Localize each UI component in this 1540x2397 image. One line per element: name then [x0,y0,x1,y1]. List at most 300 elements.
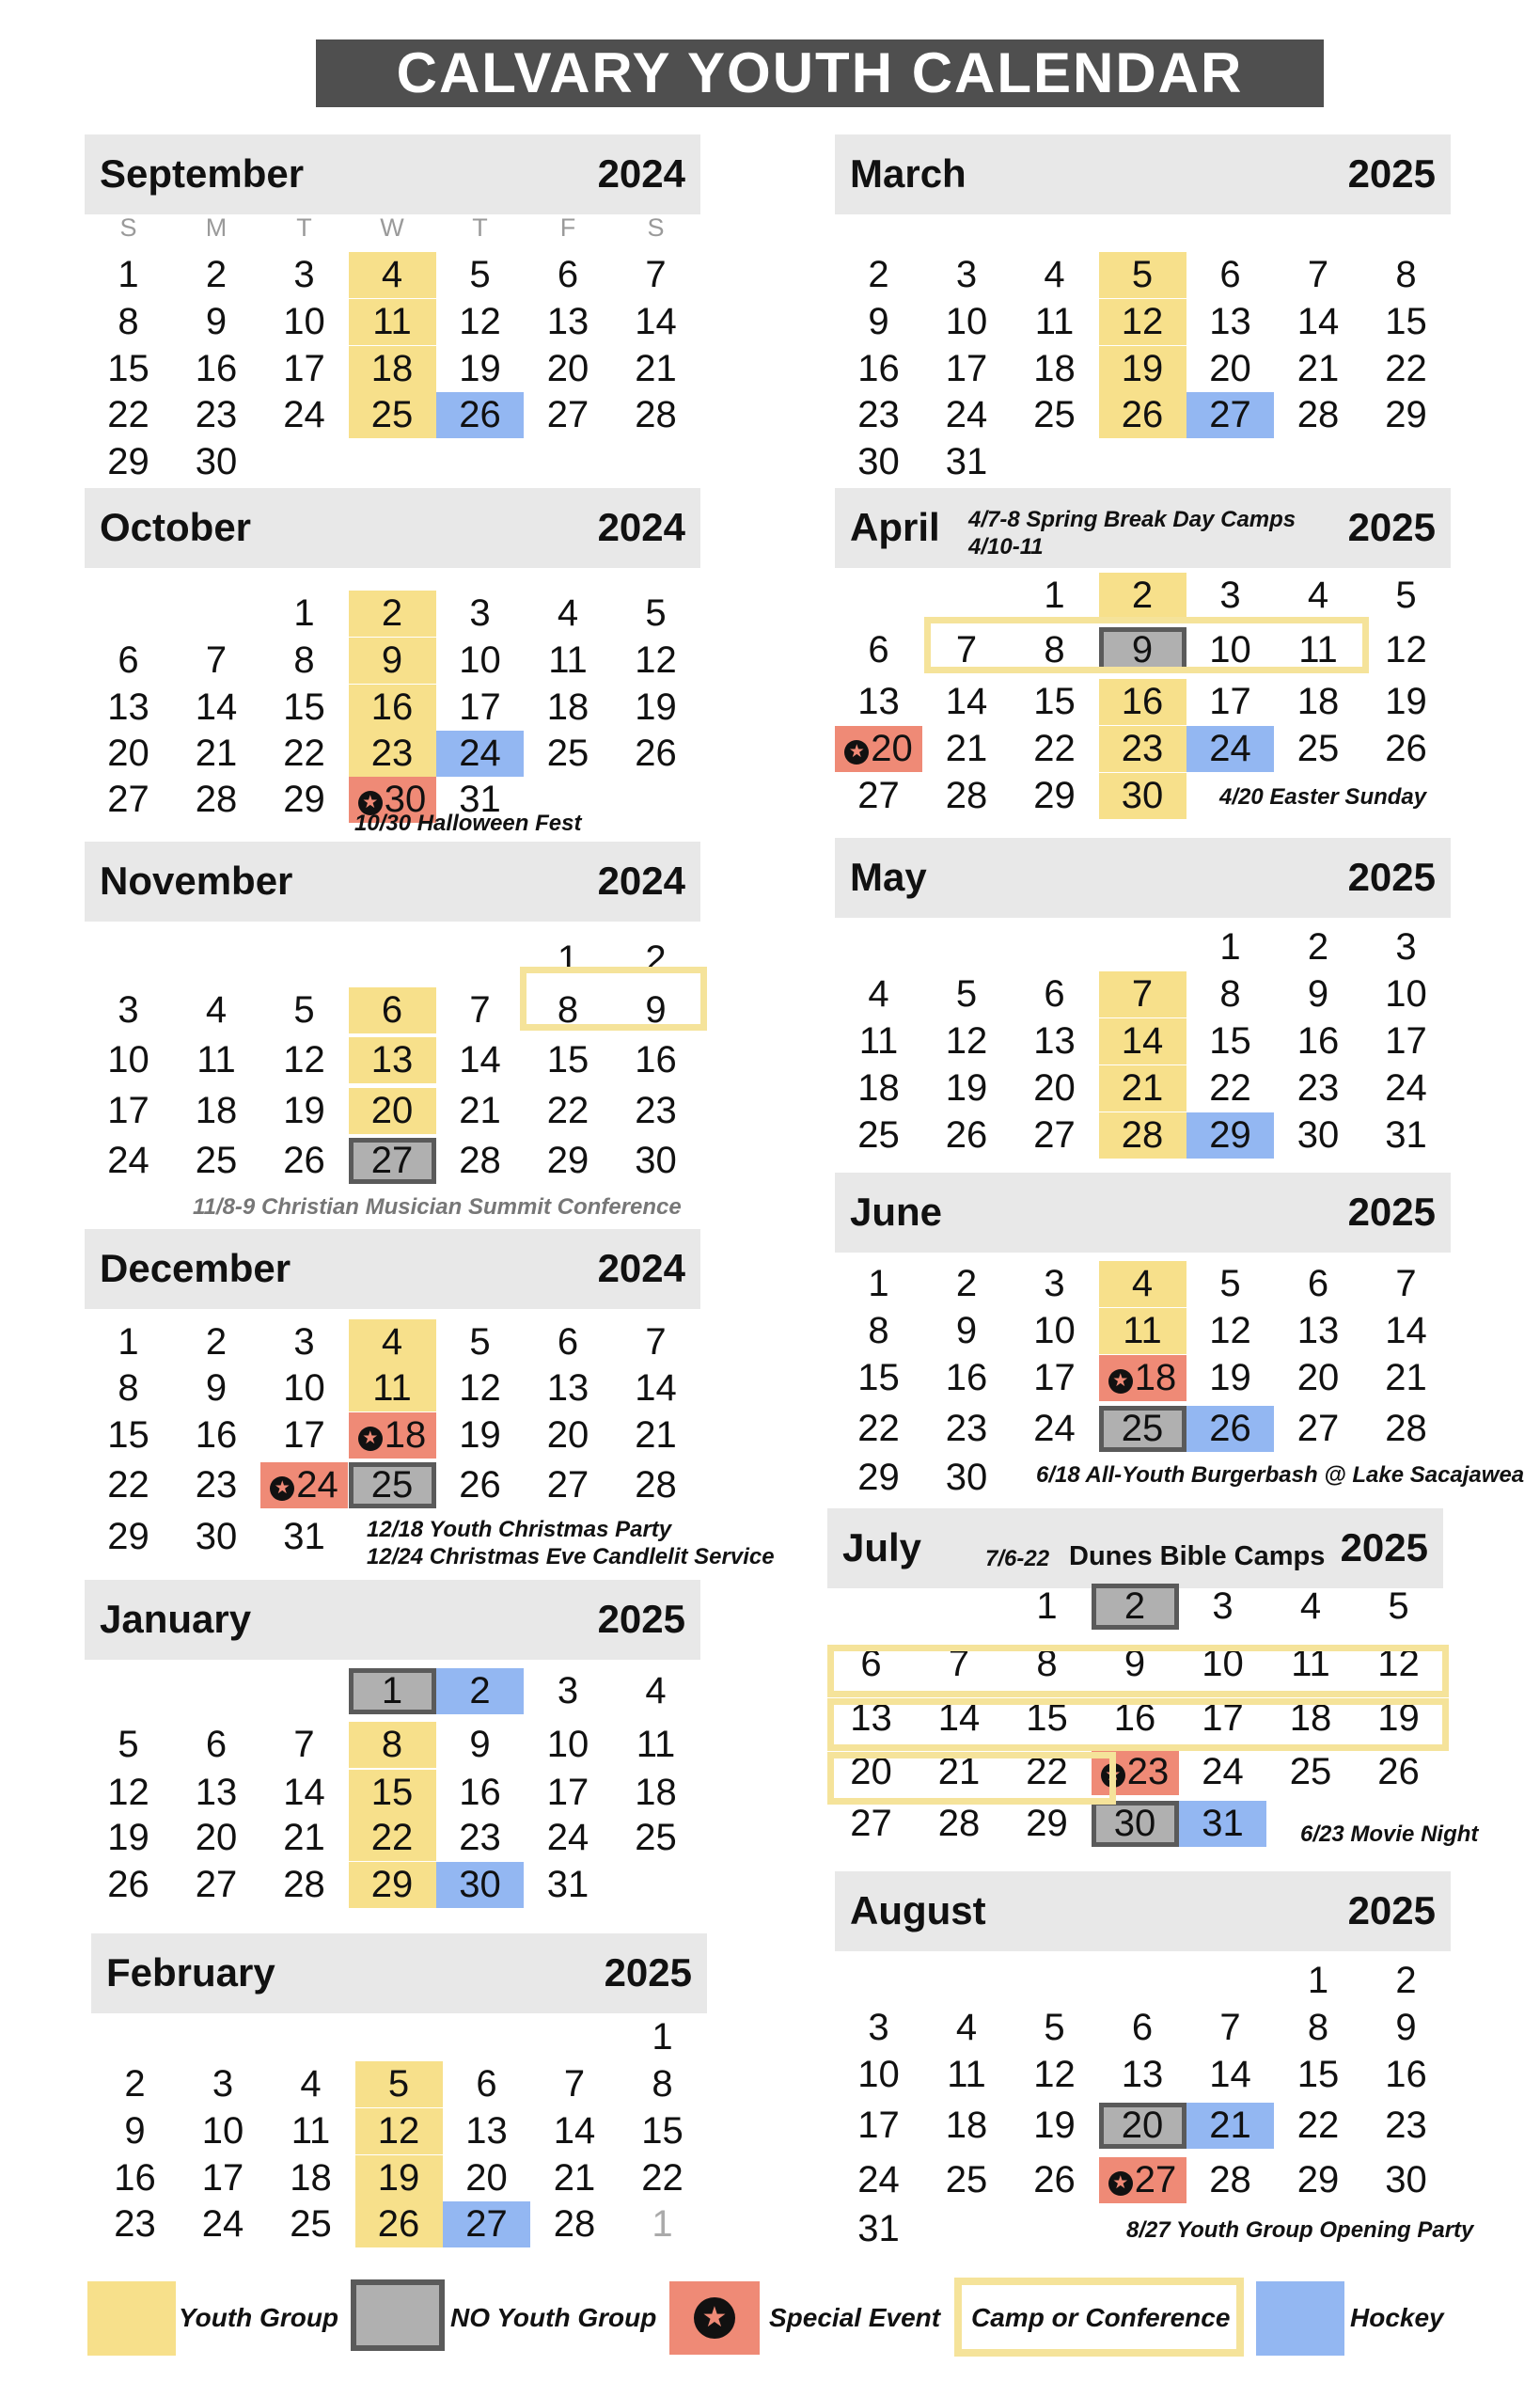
calendar-day: 8 [652,2063,673,2105]
calendar-day: 6 [476,2063,497,2105]
weekday-label: W [380,213,404,242]
calendar-day: 20 [465,2157,508,2199]
calendar-day: 12 [283,1039,325,1080]
calendar-day: 23 [195,394,238,435]
calendar-day: 30 [436,1862,524,1908]
calendar-day: 19 [1377,1697,1420,1739]
calendar-day: 10 [1209,629,1251,670]
calendar-day: 1 [1044,575,1065,616]
calendar-day: 23 [459,1817,501,1858]
star-icon: ★ [1108,2171,1133,2196]
month-year: 2025 [1347,855,1436,899]
calendar-day: 22 [1026,1751,1068,1792]
calendar-day: 11 [1034,301,1075,342]
month-header [835,1173,1451,1253]
note-burgerbash: 6/18 All-Youth Burgerbash @ Lake Sacajawea [1036,1462,1525,1488]
calendar-day: 5 [1099,252,1186,298]
calendar-day: 28 [195,779,238,820]
calendar-day: 7 [955,629,978,670]
calendar-day: 11 [947,2054,986,2095]
calendar-day: 18 [1033,348,1076,389]
calendar-day: 6 [1219,254,1241,295]
calendar-day: 5 [355,2061,443,2107]
calendar-day: 3 [1395,926,1417,968]
calendar-day: 7 [205,639,228,681]
calendar-day: 29 [107,441,149,482]
calendar-day: 7 [293,1724,315,1765]
month-name: February [106,1950,275,1995]
calendar-day: 23 [1296,1067,1340,1109]
calendar-day: 29 [283,779,325,820]
calendar-day: 18 [1289,1697,1332,1739]
calendar-day: 16 [459,1772,501,1813]
calendar-day: 1 [1036,1585,1058,1627]
calendar-day: 10 [459,639,501,681]
calendar-day: 28 [459,1140,501,1181]
calendar-day: 23 [945,1408,988,1449]
calendar-day: 2 [205,254,228,295]
calendar-day: 7 [645,1321,667,1363]
month-header [85,1580,700,1660]
calendar-day: 26 [283,1140,325,1181]
calendar-day: 15 [641,2110,684,2152]
calendar-day: 28 [937,1803,981,1844]
month-header [835,1871,1451,1951]
calendar-day: 19 [635,686,677,728]
note-spring-break: 4/7-8 Spring Break Day Camps [968,507,1296,532]
calendar-day: 29 [1186,1112,1274,1159]
calendar-day: 8 [1044,629,1065,670]
calendar-day: 25 [290,2203,332,2245]
calendar-day: 11 [636,1724,676,1765]
calendar-day: 6 [557,254,579,295]
calendar-day: 24 [201,2203,244,2245]
calendar-day: 19 [1209,1357,1251,1398]
calendar-day: 31 [283,1516,325,1557]
month-september [85,134,700,482]
calendar-day: 9 [955,1310,978,1351]
calendar-day: ★ 18 [1099,1355,1186,1401]
calendar-day: 20 [1209,348,1251,389]
calendar-day: 5 [1219,1263,1241,1304]
calendar-day: 30 [635,1140,677,1181]
calendar-day: 1 [118,254,139,295]
calendar-day: 28 [635,1464,677,1506]
calendar-day: 25 [546,733,589,774]
calendar-day: 17 [1033,1357,1076,1398]
calendar-day: 23 [1385,2105,1427,2146]
calendar-day: 4 [1299,1585,1322,1627]
calendar-day: 30 [945,1457,988,1498]
calendar-day: 13 [857,681,900,722]
calendar-day: 19 [1385,681,1427,722]
calendar-day: 27 [1186,392,1274,438]
calendar-day: 19 [1099,346,1186,392]
weekday-label: M [205,213,228,242]
calendar-day: 15 [107,348,149,389]
calendar-day: 31 [1385,1114,1427,1156]
calendar-day: 9 [124,2110,146,2152]
calendar-day: 24 [1385,1067,1427,1109]
calendar-day: 8 [293,639,315,681]
calendar-day: ★ 24 [260,1462,348,1508]
calendar-day: 5 [955,973,978,1015]
calendar-day: 21 [635,348,677,389]
calendar-day: 26 [1377,1751,1420,1792]
calendar-day: 6 [860,1643,882,1684]
calendar-day: 28 [283,1864,325,1905]
calendar-day: 12 [635,639,677,681]
calendar-day: 21 [553,2157,596,2199]
calendar-day: 19 [945,1067,988,1109]
calendar-day: 13 [349,1037,436,1083]
month-year: 2024 [597,505,685,549]
month-january [85,1580,700,1905]
calendar-day: 26 [107,1864,149,1905]
legend-special-event-swatch [669,2281,760,2355]
calendar-day: 29 [1385,394,1427,435]
calendar-day: 18 [290,2157,332,2199]
calendar-day: 8 [118,1367,139,1409]
calendar-day: 29 [1026,1803,1068,1844]
calendar-day: 16 [195,1414,238,1456]
calendar-day: 17 [1209,681,1251,722]
calendar-day: 9 [1099,627,1186,673]
calendar-day: ★ 23 [1092,1749,1179,1795]
calendar-day: 7 [1099,971,1186,1017]
calendar-day: 11 [1298,629,1338,670]
note-musician-summit: 11/8-9 Christian Musician Summit Conference [193,1194,682,1220]
calendar-day: 16 [857,348,900,389]
calendar-day: 24 [436,731,524,777]
calendar-day: 14 [283,1772,325,1813]
month-header [85,488,700,568]
calendar-day: 7 [563,2063,586,2105]
calendar-day: 20 [1296,1357,1340,1398]
calendar-day: 20 [349,1088,436,1134]
calendar-day: 30 [1099,773,1186,819]
calendar-day: 10 [857,2054,900,2095]
calendar-day: 9 [349,638,436,684]
calendar-day: 20 [546,348,589,389]
calendar-day: 3 [212,2063,234,2105]
calendar-day: 6 [1307,1263,1329,1304]
calendar-day: 25 [635,1817,677,1858]
calendar-day: 26 [1099,392,1186,438]
calendar-day: 21 [195,733,238,774]
calendar-day: 18 [1296,681,1340,722]
calendar-day: 27 [546,1464,589,1506]
calendar-day: 20 [1099,2103,1186,2149]
calendar-day: 4 [300,2063,322,2105]
calendar-day: ★ 27 [1099,2157,1186,2203]
legend-hockey-swatch [1256,2281,1344,2356]
calendar-day: 15 [1296,2054,1340,2095]
calendar-day: 4 [868,973,889,1015]
calendar-day: 11 [858,1020,899,1062]
calendar-day: 13 [546,301,589,342]
calendar-day: 16 [1099,679,1186,725]
month-year: 2025 [1347,1888,1436,1932]
calendar-day: 26 [436,392,524,438]
calendar-day: 19 [459,1414,501,1456]
calendar-day: 27 [850,1803,892,1844]
calendar-day: 2 [1099,573,1186,619]
month-name: December [100,1246,291,1290]
calendar-day: 2 [124,2063,146,2105]
note-easter: 4/20 Easter Sunday [1219,784,1427,810]
calendar-day: 17 [283,1414,325,1456]
month-year: 2024 [597,151,685,196]
calendar-day: 13 [1121,2054,1164,2095]
calendar-day: 17 [201,2157,244,2199]
calendar-day: 27 [195,1864,238,1905]
month-header [835,838,1451,918]
calendar-day: 9 [1307,973,1329,1015]
calendar-day: 13 [546,1367,589,1409]
calendar-day: 10 [546,1724,589,1765]
calendar-day: 9 [868,301,889,342]
calendar-day: 5 [645,592,667,634]
calendar-day: 7 [948,1643,970,1684]
calendar-day: 2 [349,591,436,637]
weekday-label: S [119,213,137,242]
calendar-day: 6 [1131,2007,1154,2048]
month-header [835,134,1451,214]
calendar-day: 15 [546,1039,589,1080]
calendar-day: 24 [1202,1751,1244,1792]
calendar-day: 3 [955,254,978,295]
month-name: June [850,1190,943,1234]
calendar-day: 9 [1124,1643,1146,1684]
calendar-day: 19 [459,348,501,389]
month-header [85,134,700,214]
calendar-day: 10 [107,1039,149,1080]
calendar-day: 21 [283,1817,325,1858]
month-name: May [850,855,927,899]
calendar-day: 28 [635,394,677,435]
calendar-day: 16 [195,348,238,389]
calendar-day: ★ 20 [835,726,922,772]
legend-youth-group-swatch [87,2281,176,2356]
calendar-day: 28 [1099,1112,1186,1159]
calendar-day: 18 [546,686,589,728]
calendar-day: 26 [635,733,677,774]
calendar-day: 20 [850,1751,892,1792]
calendar-day: 10 [945,301,988,342]
note-opening-party: 8/27 Youth Group Opening Party [1126,2217,1474,2243]
note-christmas-eve: 12/24 Christmas Eve Candlelit Service [367,1544,775,1569]
calendar-day: 22 [1209,1067,1251,1109]
calendar-day: 6 [557,1321,579,1363]
calendar-day: 29 [546,1140,589,1181]
calendar-day: 24 [546,1817,589,1858]
calendar-day: 28 [945,775,988,816]
calendar-day: 14 [459,1039,501,1080]
calendar-day: 8 [118,301,139,342]
calendar-day: 7 [469,989,491,1031]
calendar-day: 4 [205,989,228,1031]
calendar-day: 23 [635,1090,677,1131]
calendar-day: 15 [1209,1020,1251,1062]
calendar-day: 3 [1044,1263,1065,1304]
calendar-day: 21 [1385,1357,1427,1398]
calendar-day: 22 [1385,348,1427,389]
calendar-day: 12 [1099,299,1186,345]
calendar-day: 16 [635,1039,677,1080]
calendar-day: 12 [1209,1310,1251,1351]
calendar-day: 8 [349,1722,436,1768]
calendar-day: 16 [1113,1697,1156,1739]
calendar-day: 4 [349,252,436,298]
calendar-day: 4 [1099,1261,1186,1307]
calendar-day: 5 [1395,575,1417,616]
star-icon: ★ [358,1427,383,1451]
note-spring-break-2: 4/10-11 [968,534,1044,560]
calendar-day: 31 [459,779,501,820]
calendar-day: 4 [349,1319,436,1365]
calendar-day: 28 [553,2203,596,2245]
calendar-day: 22 [641,2157,684,2199]
calendar-day: 25 [195,1140,238,1181]
calendar-day: 15 [107,1414,149,1456]
calendar-day: 23 [114,2203,156,2245]
calendar-day: 14 [1296,301,1340,342]
calendar-day: 27 [857,775,900,816]
calendar-day: 14 [635,1367,677,1409]
month-name: July [842,1525,922,1569]
calendar-day: 3 [557,1670,579,1711]
month-year: 2025 [604,1950,692,1995]
calendar-day: 3 [868,2007,889,2048]
calendar-day: 6 [118,639,139,681]
weekday-label: F [559,213,576,242]
calendar-day: 29 [1296,2159,1340,2200]
calendar-day: 24 [1033,1408,1076,1449]
month-year: 2025 [1347,151,1436,196]
weekday-label: T [472,213,488,242]
calendar-day: 21 [459,1090,501,1131]
calendar-day: 3 [1219,575,1241,616]
calendar-day: 8 [1395,254,1417,295]
calendar-day: 21 [635,1414,677,1456]
calendar-day: 15 [1385,301,1427,342]
calendar-day: 25 [1296,728,1340,769]
calendar-day: 26 [459,1464,501,1506]
calendar-day: 10 [1385,973,1427,1015]
calendar-day: 2 [1307,926,1329,968]
calendar-day: 4 [557,592,579,634]
calendar-day: 22 [107,1464,149,1506]
calendar-day: 12 [1377,1643,1420,1684]
calendar-day: 5 [469,1321,491,1363]
calendar-day: 1 [349,1668,436,1714]
calendar-day: 13 [1033,1020,1076,1062]
calendar-day: 8 [557,989,579,1031]
calendar-day: 13 [850,1697,892,1739]
month-november [85,842,700,1181]
calendar-day: 24 [283,394,325,435]
calendar-day: 22 [857,1408,900,1449]
legend-hockey: Hockey [1350,2303,1444,2332]
calendar-day: 16 [1296,1020,1340,1062]
calendar-day: 27 [107,779,149,820]
star-icon: ★ [844,740,869,765]
calendar-day: 11 [349,1365,436,1411]
calendar-day: 11 [1291,1643,1330,1684]
calendar-day: 28 [1296,394,1340,435]
calendar-day: 29 [857,1457,900,1498]
calendar-day: 1 [557,938,579,980]
calendar-day: 10 [1033,1310,1076,1351]
month-year: 2025 [1347,1190,1436,1234]
calendar-day: 16 [349,685,436,731]
month-year: 2025 [597,1597,685,1641]
calendar-day: 11 [1099,1308,1186,1354]
note-halloween: 10/30 Halloween Fest [354,811,582,836]
calendar-day: 25 [1099,1406,1186,1452]
calendar-day: 10 [283,1367,325,1409]
calendar-day: 27 [349,1138,436,1184]
calendar-day: 21 [945,728,988,769]
month-header [85,842,700,922]
calendar-day: 22 [1296,2105,1340,2146]
calendar-day: 16 [945,1357,988,1398]
calendar-day: 31 [1179,1801,1266,1847]
calendar-day: 25 [349,392,436,438]
calendar-day: 11 [196,1039,236,1080]
calendar-day: 17 [1385,1020,1427,1062]
calendar-day: ★ 18 [349,1412,436,1459]
calendar-day: 5 [1044,2007,1065,2048]
calendar-day: 6 [349,987,436,1033]
month-header [91,1933,707,2013]
calendar-day: 20 [107,733,149,774]
calendar-day: 7 [1219,2007,1241,2048]
calendar-day: 31 [857,2208,900,2249]
calendar-day: 25 [945,2159,988,2200]
calendar-day: 26 [1033,2159,1076,2200]
calendar-day: 20 [1033,1067,1076,1109]
calendar-day: 13 [195,1772,238,1813]
calendar-day: 27 [1033,1114,1076,1156]
calendar-day: 15 [283,686,325,728]
calendar-day: 29 [1033,775,1076,816]
calendar-day: 15 [349,1770,436,1816]
calendar-day: 13 [1209,301,1251,342]
calendar-day: 28 [1385,1408,1427,1449]
calendar-day: 24 [945,394,988,435]
calendar-day: 29 [349,1862,436,1908]
calendar-day: 24 [857,2159,900,2200]
calendar-day: 23 [195,1464,238,1506]
calendar-day: 23 [349,731,436,777]
calendar-day: 22 [107,394,149,435]
calendar-day: 5 [118,1724,139,1765]
calendar-day: 11 [548,639,588,681]
calendar-day: 3 [1212,1585,1234,1627]
month-name: April [850,505,940,549]
calendar-day: 25 [857,1114,900,1156]
calendar-day: 14 [635,301,677,342]
month-name: March [850,151,966,196]
weekday-label: T [296,213,312,242]
month-year: 2024 [597,1246,685,1290]
calendar-day: 12 [459,301,501,342]
star-icon: ★ [1108,1369,1133,1394]
calendar-day: 8 [1036,1643,1058,1684]
calendar-day: 3 [118,989,139,1031]
